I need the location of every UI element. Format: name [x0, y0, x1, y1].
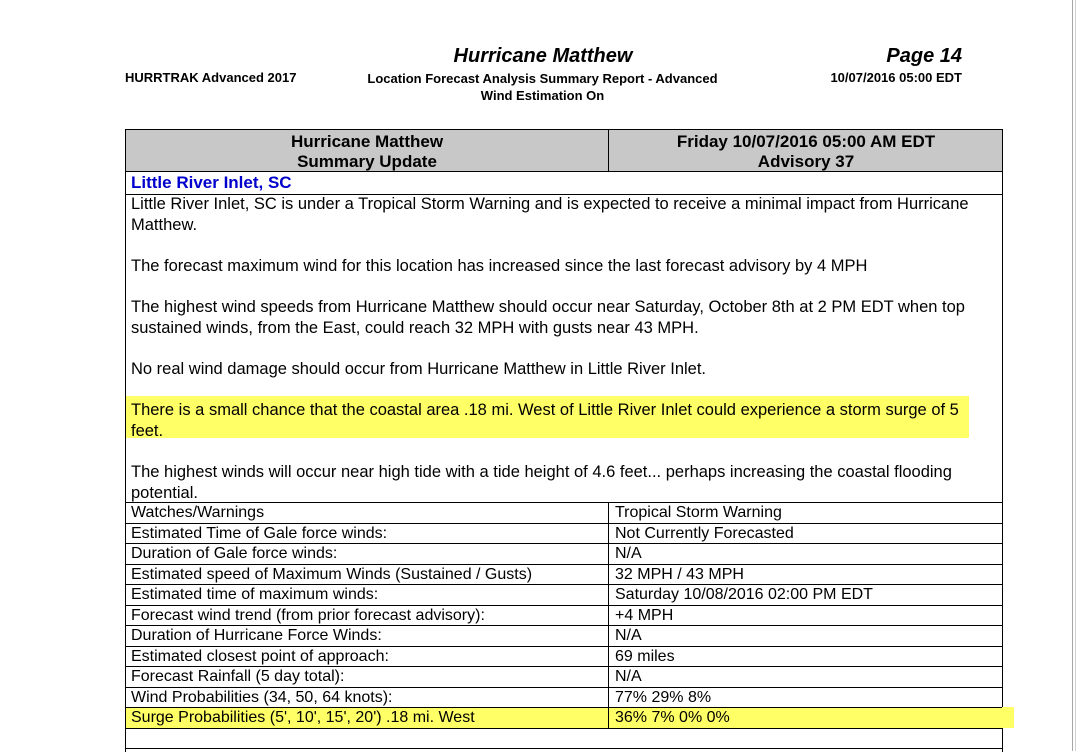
table-row-label: Watches/Warnings — [131, 504, 265, 521]
location-title: Little River Inlet, SC — [131, 173, 292, 192]
report-subtitle-line1: Location Forecast Analysis Summary Report - Advanced — [367, 71, 718, 86]
table-row — [126, 564, 1002, 586]
wind-damage-paragraph: No real wind damage should occur from Hurricane Matthew in Little River Inlet. — [131, 360, 707, 378]
header-divider — [608, 130, 609, 171]
table-row — [126, 502, 1002, 524]
table-row-label: Forecast Rainfall (5 day total): — [131, 668, 345, 685]
table-row-label: Surge Probabilities (5', 10', 15', 20') .18 mi. West — [131, 709, 475, 726]
table-row — [126, 625, 1002, 647]
table-row-label: Estimated speed of Maximum Winds (Sustained / Gusts) — [131, 565, 533, 583]
storm-name: Hurricane Matthew — [290, 132, 444, 151]
table-row-value: N/A — [615, 668, 642, 685]
table-row — [126, 666, 1002, 688]
table-bottom-rule — [126, 728, 1002, 729]
table-row-value: N/A — [615, 545, 642, 562]
page-number: Page 14 — [886, 45, 962, 67]
advisory-datetime: Friday 10/07/2016 05:00 AM EDT — [676, 132, 936, 151]
peak-wind-paragraph: The highest wind speeds from Hurricane Matthew should occur near Saturday, October 8th at 2 PM EDT when top sustained winds, from the East, could reach 32 MPH with gusts near 43 MPH. — [131, 298, 965, 337]
forecast-change-paragraph: The forecast maximum wind for this location has increased since the last forecast advisory by 4 MPH — [131, 257, 868, 275]
table-row-label: Wind Probabilities (34, 50, 64 knots): — [131, 688, 393, 706]
table-row — [126, 707, 1002, 729]
table-row-value: N/A — [615, 627, 642, 644]
page-edge — [1072, 0, 1073, 751]
summary-header-left — [126, 132, 608, 172]
report-subtitle — [340, 70, 745, 104]
impact-paragraph: Little River Inlet, SC is under a Tropical Storm Warning and is expected to receive a minimal impact from Hurricane Matthew. — [131, 195, 969, 234]
table-row — [126, 605, 1002, 627]
table-row-value: 77% 29% 8% — [615, 688, 712, 706]
table-row-label: Estimated Time of Gale force winds: — [131, 524, 388, 542]
summary-update-label: Summary Update — [297, 152, 437, 171]
table-row — [126, 687, 1002, 709]
table-row-value: Saturday 10/08/2016 02:00 PM EDT — [615, 586, 873, 603]
table-row — [126, 523, 1002, 545]
table-row-value: +4 MPH — [615, 606, 674, 624]
surge-paragraph: There is a small chance that the coastal area .18 mi. West of Little River Inlet could experience a storm surge of 5 feet. — [131, 401, 959, 440]
location-row — [126, 172, 1002, 195]
report-subtitle-line2: Wind Estimation On — [480, 88, 605, 103]
table-row-label: Estimated closest point of approach: — [131, 647, 389, 665]
table-row-value: Not Currently Forecasted — [615, 524, 794, 542]
report-datetime: 10/07/2016 05:00 EDT — [830, 70, 962, 85]
table-row-label: Estimated time of maximum winds: — [131, 586, 379, 603]
advisory-number: Advisory 37 — [757, 152, 855, 171]
table-row — [126, 584, 1002, 606]
report-title: Hurricane Matthew — [453, 45, 633, 67]
software-name: HURRTRAK Advanced 2017 — [125, 70, 297, 85]
page-edge-shadow — [1075, 0, 1076, 751]
table-extra-rule — [126, 748, 1002, 749]
table-row-value: Tropical Storm Warning — [615, 504, 782, 521]
summary-box — [125, 129, 1003, 752]
summary-header — [126, 130, 1002, 172]
table-row-label: Forecast wind trend (from prior forecast advisory): — [131, 606, 485, 624]
table-row — [126, 646, 1002, 668]
table-row-value: 69 miles — [615, 647, 675, 665]
table-row — [126, 543, 1002, 565]
table-row-label: Duration of Hurricane Force Winds: — [131, 627, 382, 644]
table-row-value: 32 MPH / 43 MPH — [615, 565, 744, 583]
tide-paragraph: The highest winds will occur near high tide with a tide height of 4.6 feet... perhaps increasing the coastal flooding potential. — [131, 463, 952, 502]
summary-header-right — [610, 132, 1002, 172]
table-row-value: 36% 7% 0% 0% — [615, 709, 730, 726]
table-row-label: Duration of Gale force winds: — [131, 545, 338, 562]
